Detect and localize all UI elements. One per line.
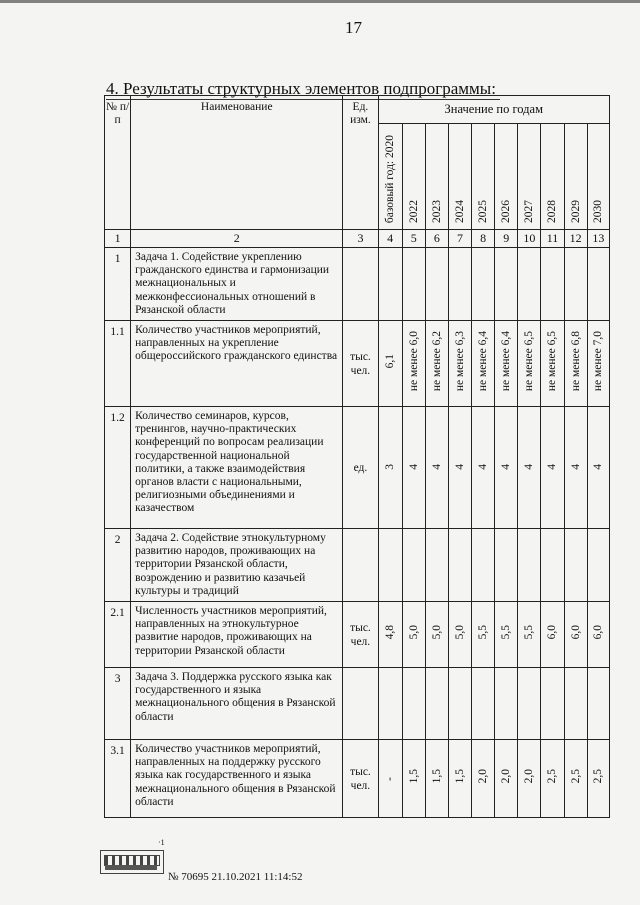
- value-cell: [587, 248, 609, 321]
- header-year: 2022: [402, 124, 425, 230]
- column-number: 12: [564, 230, 587, 248]
- value-cell: 2,0: [495, 740, 518, 818]
- section-heading: 4. Результаты структурных элементов подпрограммы:: [106, 79, 500, 100]
- table-row: [105, 740, 610, 818]
- column-number: 2: [131, 230, 343, 248]
- row-number: 2: [105, 529, 131, 602]
- column-number: 13: [587, 230, 609, 248]
- value-cell: 5,5: [518, 602, 541, 668]
- value-cell: не менее 6,3: [448, 321, 471, 407]
- value-cell: 2,5: [541, 740, 564, 818]
- value-cell: 4: [541, 407, 564, 529]
- header-year: 2029: [564, 124, 587, 230]
- header-num: № п/п: [105, 96, 131, 230]
- table-row: [105, 602, 610, 668]
- value-cell: [564, 248, 587, 321]
- value-cell: [587, 529, 609, 602]
- value-cell: [425, 668, 448, 740]
- value-cell: не менее 6,5: [541, 321, 564, 407]
- value-cell: 5,0: [425, 602, 448, 668]
- value-cell: не менее 6,4: [495, 321, 518, 407]
- column-number: 1: [105, 230, 131, 248]
- value-cell: 5,0: [448, 602, 471, 668]
- value-cell: [472, 668, 495, 740]
- value-cell: 4: [448, 407, 471, 529]
- value-cell: 1,5: [425, 740, 448, 818]
- value-cell: -: [378, 740, 402, 818]
- row-name: Количество семинаров, курсов, тренингов, научно-практических конференций по вопросам реализации государственной национальной политики, а также взаимодействия органов власти с национальными, религиозными объединениями и казачеством: [131, 407, 343, 529]
- table-row: [105, 668, 610, 740]
- value-cell: [518, 248, 541, 321]
- value-cell: 4: [402, 407, 425, 529]
- row-number: 2.1: [105, 602, 131, 668]
- header-year: 2030: [587, 124, 609, 230]
- row-unit: тыс. чел.: [343, 602, 378, 668]
- value-cell: [564, 529, 587, 602]
- value-cell: [378, 668, 402, 740]
- header-year: 2028: [541, 124, 564, 230]
- row-unit: тыс. чел.: [343, 321, 378, 407]
- row-name: Численность участников мероприятий, направленных на этнокультурное развитие народов, проживающих на территории Рязанской области: [131, 602, 343, 668]
- value-cell: [495, 248, 518, 321]
- header-name: Наименование: [131, 96, 343, 230]
- row-name: Задача 2. Содействие этнокультурному развитию народов, проживающих на территории Рязанской области, возрождению и развитию казачьей культуры и традиций: [131, 529, 343, 602]
- value-cell: [518, 668, 541, 740]
- value-cell: [402, 248, 425, 321]
- value-cell: не менее 6,8: [564, 321, 587, 407]
- value-cell: [541, 529, 564, 602]
- value-cell: 4: [564, 407, 587, 529]
- row-number: 3.1: [105, 740, 131, 818]
- value-cell: 1,5: [448, 740, 471, 818]
- column-number: 11: [541, 230, 564, 248]
- value-cell: [495, 529, 518, 602]
- header-year: базовый год: 2020: [378, 124, 402, 230]
- value-cell: [495, 668, 518, 740]
- value-cell: [587, 668, 609, 740]
- value-cell: 5,0: [402, 602, 425, 668]
- column-number: 7: [448, 230, 471, 248]
- row-number: 1: [105, 248, 131, 321]
- value-cell: 4: [425, 407, 448, 529]
- row-name: Задача 3. Поддержка русского языка как государственного и языка межнационального общения в Рязанской области: [131, 668, 343, 740]
- value-cell: не менее 6,2: [425, 321, 448, 407]
- header-year: 2023: [425, 124, 448, 230]
- page-number: 17: [345, 18, 362, 37]
- row-unit: ед.: [343, 407, 378, 529]
- value-cell: 4: [518, 407, 541, 529]
- header-row: [105, 96, 610, 124]
- document-id: № 70695 21.10.2021 11:14:52: [168, 871, 303, 883]
- value-cell: [564, 668, 587, 740]
- value-cell: 2,0: [472, 740, 495, 818]
- value-cell: 5,5: [495, 602, 518, 668]
- value-cell: [472, 248, 495, 321]
- row-unit: [343, 668, 378, 740]
- value-cell: [448, 668, 471, 740]
- row-number: 1.2: [105, 407, 131, 529]
- header-year: 2027: [518, 124, 541, 230]
- column-number: 9: [495, 230, 518, 248]
- value-cell: [425, 529, 448, 602]
- value-cell: не менее 6,0: [402, 321, 425, 407]
- results-table: [104, 95, 610, 818]
- archive-stamp-icon: [100, 850, 164, 874]
- value-cell: [425, 248, 448, 321]
- row-name: Количество участников мероприятий, направленных на укрепление общероссийского гражданского единства: [131, 321, 343, 407]
- value-cell: 1,5: [402, 740, 425, 818]
- column-number: 10: [518, 230, 541, 248]
- value-cell: [448, 248, 471, 321]
- value-cell: [448, 529, 471, 602]
- column-number: 5: [402, 230, 425, 248]
- value-cell: 4: [495, 407, 518, 529]
- value-cell: 2,5: [587, 740, 609, 818]
- row-unit: [343, 248, 378, 321]
- header-values: Значение по годам: [378, 96, 609, 124]
- value-cell: [518, 529, 541, 602]
- value-cell: [541, 668, 564, 740]
- value-cell: не менее 6,5: [518, 321, 541, 407]
- value-cell: [378, 248, 402, 321]
- column-number: 3: [343, 230, 378, 248]
- column-number-row: [105, 230, 610, 248]
- footer-mark: ·1: [158, 838, 165, 847]
- table-row: [105, 248, 610, 321]
- table-row: [105, 529, 610, 602]
- value-cell: [402, 529, 425, 602]
- row-number: 1.1: [105, 321, 131, 407]
- value-cell: [472, 529, 495, 602]
- value-cell: не менее 6,4: [472, 321, 495, 407]
- value-cell: 4: [587, 407, 609, 529]
- row-name: Количество участников мероприятий, направленных на поддержку русского языка как государственного и языка межнационального общения в Рязанской области: [131, 740, 343, 818]
- column-number: 4: [378, 230, 402, 248]
- value-cell: 6,0: [564, 602, 587, 668]
- value-cell: 6,1: [378, 321, 402, 407]
- header-year: 2025: [472, 124, 495, 230]
- header-year: 2024: [448, 124, 471, 230]
- row-name: Задача 1. Содействие укреплению гражданского единства и гармонизации межнациональных и межконфессиональных отношений в Рязанской области: [131, 248, 343, 321]
- row-unit: [343, 529, 378, 602]
- value-cell: 4: [472, 407, 495, 529]
- value-cell: 2,5: [564, 740, 587, 818]
- header-year: 2026: [495, 124, 518, 230]
- column-number: 6: [425, 230, 448, 248]
- value-cell: 4,8: [378, 602, 402, 668]
- value-cell: 5,5: [472, 602, 495, 668]
- value-cell: 6,0: [587, 602, 609, 668]
- table-row: [105, 407, 610, 529]
- column-number: 8: [472, 230, 495, 248]
- row-number: 3: [105, 668, 131, 740]
- value-cell: не менее 7,0: [587, 321, 609, 407]
- row-unit: тыс. чел.: [343, 740, 378, 818]
- header-unit: Ед. изм.: [343, 96, 378, 230]
- value-cell: 3: [378, 407, 402, 529]
- value-cell: 2,0: [518, 740, 541, 818]
- value-cell: [402, 668, 425, 740]
- value-cell: [541, 248, 564, 321]
- scan-top-edge: [0, 0, 640, 3]
- value-cell: 6,0: [541, 602, 564, 668]
- table-row: [105, 321, 610, 407]
- value-cell: [378, 529, 402, 602]
